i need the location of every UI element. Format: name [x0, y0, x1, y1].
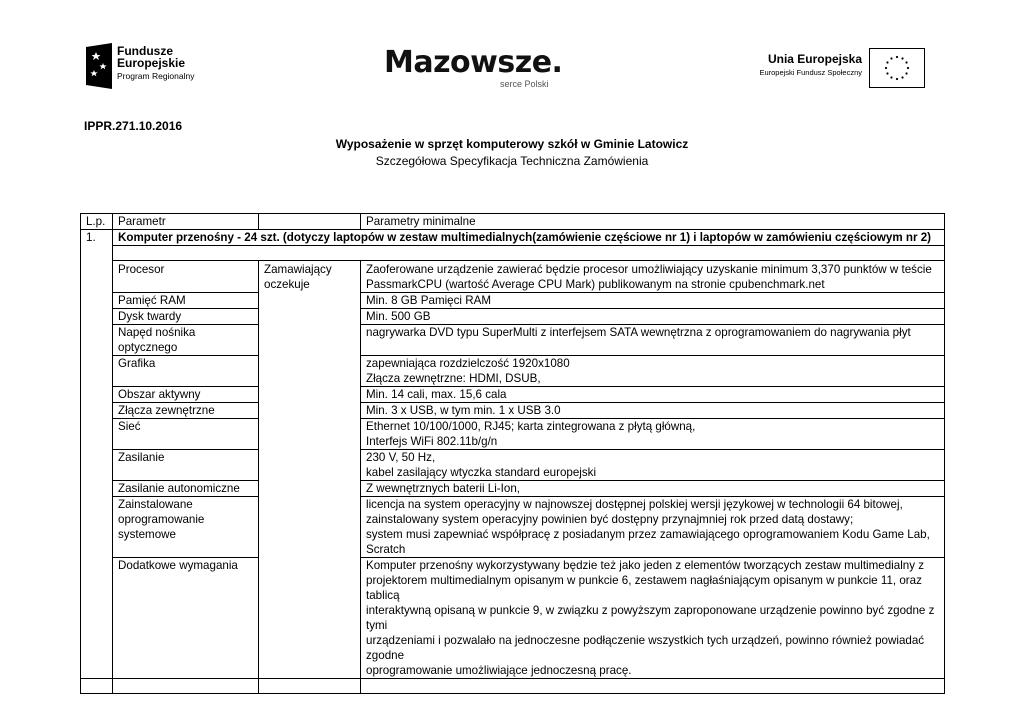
table-row [81, 261, 945, 293]
param-cell: Obszar aktywny [113, 387, 259, 403]
value-cell: Ethernet 10/100/1000, RJ45; karta zintegrowana z płytą główną, Interfejs WiFi 802.11b/g/n [361, 419, 945, 450]
item-title: Komputer przenośny - 24 szt. (dotyczy laptopów w zestaw multimedialnych(zamówienie częściowe nr 1) i laptopów w zamówieniu częściowym nr 2) [113, 230, 945, 246]
item-title-row [81, 230, 945, 246]
mazowsze-logo: Mazowsze. [384, 45, 563, 80]
param-cell: Napęd nośnika optycznego [113, 325, 259, 356]
value-cell: Min. 8 GB Pamięci RAM [361, 293, 945, 309]
item-number: 1. [81, 230, 113, 679]
ue-subtitle: Europejski Fundusz Społeczny [759, 68, 862, 77]
document-reference: IPPR.271.10.2016 [84, 119, 183, 133]
table-row [81, 293, 945, 309]
mazowsze-tagline: serce Polski [500, 79, 549, 89]
value-cell: Min. 14 cali, max. 15,6 cala [361, 387, 945, 403]
table-row [81, 387, 945, 403]
table-row [81, 325, 945, 356]
table-row [81, 558, 945, 679]
document-title: Wyposażenie w sprzęt komputerowy szkół w Gminie Latowicz [335, 137, 689, 151]
param-cell: Zasilanie [113, 450, 259, 481]
eu-flag-icon [869, 48, 925, 88]
table-header-row [81, 214, 945, 230]
value-cell: licencja na system operacyjny w najnowszej dostępnej polskiej wersji językowej w technologii 64 bitowej, zainstalowany system operacyjny powinien być dostępny przynajmniej rok przed datą dostawy; system musi zapewniać współpracę z posiadanym przez zamawiającego oprogramowaniem Kodu Game Lab, Scratch [361, 497, 945, 558]
table-row [81, 419, 945, 450]
table-row [81, 497, 945, 558]
param-cell: Zasilanie autonomiczne [113, 481, 259, 497]
fundusze-europejskie-flag-icon [86, 43, 112, 89]
header-min: Parametry minimalne [361, 214, 945, 230]
param-cell: Procesor [113, 261, 259, 293]
value-cell: Min. 3 x USB, w tym min. 1 x USB 3.0 [361, 403, 945, 419]
empty-cell [81, 679, 113, 694]
table-row [81, 450, 945, 481]
empty-cell [113, 679, 259, 694]
value-cell: zapewniająca rozdzielczość 1920x1080 Złącza zewnętrzne: HDMI, DSUB, [361, 356, 945, 387]
table-row [81, 356, 945, 387]
fe-line1: Fundusze [117, 44, 173, 58]
document-subtitle: Szczegółowa Specyfikacja Techniczna Zamówienia [375, 154, 649, 168]
value-cell: Z wewnętrznych baterii Li-Ion, [361, 481, 945, 497]
header-mid [259, 214, 361, 230]
value-cell: 230 V, 50 Hz, kabel zasilający wtyczka standard europejski [361, 450, 945, 481]
table-row [81, 403, 945, 419]
header-lp: L.p. [81, 214, 113, 230]
unia-europejska-label [750, 52, 862, 77]
spacer-row [81, 246, 945, 261]
specification-table [80, 213, 945, 694]
orderer-note-cell: Zamawiający oczekuje [259, 261, 361, 679]
page-header [0, 40, 1024, 100]
param-cell: Złącza zewnętrzne [113, 403, 259, 419]
table-row [81, 481, 945, 497]
fe-line2: Europejskie [117, 56, 186, 70]
spacer-cell [113, 246, 945, 261]
fundusze-europejskie-text [117, 45, 194, 82]
header-param: Parametr [113, 214, 259, 230]
value-cell: Zaoferowane urządzenie zawierać będzie procesor umożliwiający uzyskanie minimum 3,370 punktów w teście PassmarkCPU (wartość Average CPU Mark) publikowanym na stronie cpubenchmark.net [361, 261, 945, 293]
param-cell: Pamięć RAM [113, 293, 259, 309]
empty-cell [361, 679, 945, 694]
param-cell: Dodatkowe wymagania [113, 558, 259, 679]
value-cell: nagrywarka DVD typu SuperMulti z interfejsem SATA wewnętrzna z oprogramowaniem do nagrywania płyt [361, 325, 945, 356]
value-cell: Komputer przenośny wykorzystywany będzie też jako jeden z elementów tworzących zestaw multimedialny z projektorem multimedialnym opisanym w punkcie 6, zestawem nagłaśniającym opisanym w punkcie 11, oraz tablicą interaktywną opisaną w punkcie 9, w związku z powyższym zaproponowane urządzenie powinno być zgodne z tymi urządzeniami i pozwalało na jednoczesne podłączenie wszystkich tych urządzeń, powinno również powiadać zgodne oprogramowanie umożliwiające jednoczesną pracę. [361, 558, 945, 679]
param-cell: Dysk twardy [113, 309, 259, 325]
ue-title: Unia Europejska [767, 52, 862, 66]
value-cell: Min. 500 GB [361, 309, 945, 325]
fundusze-europejskie-logo [86, 43, 206, 91]
fe-line3: Program Regionalny [117, 71, 195, 81]
empty-cell [259, 679, 361, 694]
param-cell: Grafika [113, 356, 259, 387]
empty-row [81, 679, 945, 694]
param-cell: Zainstalowane oprogramowanie systemowe [113, 497, 259, 558]
table-row [81, 309, 945, 325]
param-cell: Sieć [113, 419, 259, 450]
